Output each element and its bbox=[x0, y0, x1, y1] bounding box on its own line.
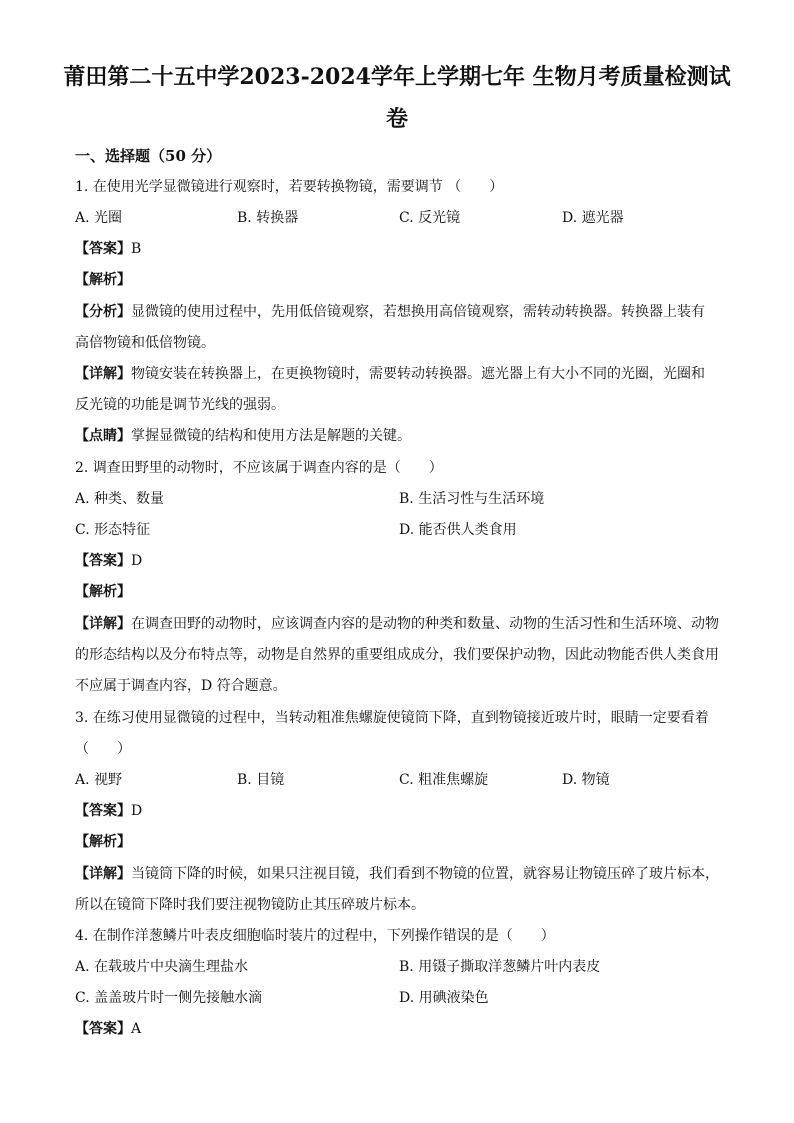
section-heading: 一、选择题（50 分） bbox=[75, 147, 222, 165]
q3-xiangjie-line-1 bbox=[75, 864, 725, 884]
q3-option-c: C. 粗准焦螺旋 bbox=[399, 772, 489, 788]
q1-fenxi-line-2: 高倍物镜和低倍物镜。 bbox=[75, 335, 215, 351]
q2-option-d: D. 能否供人类食用 bbox=[399, 522, 517, 538]
fenxi-text: 显微镜的使用过程中，先用低倍镜观察，若想换用高倍镜观察，需转动转换器。转换器上装有 bbox=[131, 304, 705, 320]
dianjing-text: 掌握显微镜的结构和使用方法是解题的关键。 bbox=[131, 428, 411, 444]
answer-tag: 【答案】 bbox=[75, 1021, 131, 1037]
q1-option-b: B. 转换器 bbox=[237, 210, 299, 226]
answer-value: B bbox=[131, 241, 142, 257]
answer-tag: 【答案】 bbox=[75, 241, 131, 257]
q3-option-b: B. 目镜 bbox=[237, 772, 285, 788]
answer-value: D bbox=[131, 803, 143, 819]
q2-option-c: C. 形态特征 bbox=[75, 522, 151, 538]
q1-fenxi-line-1 bbox=[75, 302, 725, 322]
fenxi-tag: 【分析】 bbox=[75, 304, 131, 320]
q3-stem-line-1: 3. 在练习使用显微镜的过程中，当转动粗准焦螺旋使镜筒下降，直到物镜接近玻片时，眼睛一定要看着 bbox=[75, 710, 709, 726]
q3-option-d: D. 物镜 bbox=[562, 772, 610, 788]
q1-analysis-tag: 【解析】 bbox=[75, 272, 131, 288]
document-title-line-2: 卷 bbox=[385, 106, 408, 132]
q1-option-d: D. 遮光器 bbox=[562, 210, 624, 226]
q3-answer bbox=[75, 801, 142, 821]
q3-stem-line-2: （ ） bbox=[75, 741, 131, 757]
answer-tag: 【答案】 bbox=[75, 803, 131, 819]
q2-answer bbox=[75, 551, 142, 571]
q2-xiangjie-line-2: 的形态结构以及分布特点等，动物是自然界的重要组成成分，我们要保护动物，因此动物能否供人类食用 bbox=[75, 647, 719, 663]
dianjing-tag: 【点睛】 bbox=[75, 428, 131, 444]
q2-xiangjie-line-1 bbox=[75, 614, 725, 634]
xiangjie-text: 物镜安装在转换器上，在更换物镜时，需要转动转换器。遮光器上有大小不同的光圈，光圈和 bbox=[131, 366, 705, 382]
q2-option-b: B. 生活习性与生活环境 bbox=[399, 491, 545, 507]
document-title-line-1: 莆田第二十五中学2023-2024学年上学期七年 生物月考质量检测试 bbox=[63, 64, 731, 90]
q4-answer bbox=[75, 1019, 141, 1039]
xiangjie-text: 在调查田野的动物时，应该调查内容的是动物的种类和数量、动物的生活习性和生活环境、动物 bbox=[131, 616, 719, 632]
q2-option-a: A. 种类、数量 bbox=[75, 491, 165, 507]
xiangjie-tag: 【详解】 bbox=[75, 866, 131, 882]
q1-option-c: C. 反光镜 bbox=[399, 210, 461, 226]
q1-xiangjie-line-2: 反光镜的功能是调节光线的强弱。 bbox=[75, 397, 285, 413]
q1-xiangjie-line-1 bbox=[75, 364, 725, 384]
answer-tag: 【答案】 bbox=[75, 553, 131, 569]
q1-option-a: A. 光圈 bbox=[75, 210, 123, 226]
q3-option-a: A. 视野 bbox=[75, 772, 123, 788]
q4-option-d: D. 用碘液染色 bbox=[399, 990, 489, 1006]
q3-analysis-tag: 【解析】 bbox=[75, 834, 131, 850]
q4-option-a: A. 在载玻片中央滴生理盐水 bbox=[75, 959, 249, 975]
xiangjie-tag: 【详解】 bbox=[75, 616, 131, 632]
q1-stem: 1. 在使用光学显微镜进行观察时，若要转换物镜，需要调节 （ ） bbox=[75, 179, 504, 195]
q3-xiangjie-line-2: 所以在镜筒下降时我们要注视物镜防止其压碎玻片标本。 bbox=[75, 897, 425, 913]
answer-value: A bbox=[131, 1021, 142, 1037]
q4-stem: 4. 在制作洋葱鳞片叶表皮细胞临时装片的过程中，下列操作错误的是（ ） bbox=[75, 928, 555, 944]
q4-option-b: B. 用镊子撕取洋葱鳞片叶内表皮 bbox=[399, 959, 601, 975]
xiangjie-tag: 【详解】 bbox=[75, 366, 131, 382]
q2-stem: 2. 调查田野里的动物时，不应该属于调查内容的是（ ） bbox=[75, 460, 443, 476]
q2-xiangjie-line-3: 不应属于调查内容，D 符合题意。 bbox=[75, 678, 287, 694]
q4-option-c: C. 盖盖玻片时一侧先接触水滴 bbox=[75, 990, 263, 1006]
q2-analysis-tag: 【解析】 bbox=[75, 584, 131, 600]
q1-answer bbox=[75, 239, 141, 259]
xiangjie-text: 当镜筒下降的时候，如果只注视目镜，我们看到不物镜的位置，就容易让物镜压碎了玻片标本， bbox=[131, 866, 719, 882]
answer-value: D bbox=[131, 553, 143, 569]
q1-dianjing bbox=[75, 426, 725, 446]
